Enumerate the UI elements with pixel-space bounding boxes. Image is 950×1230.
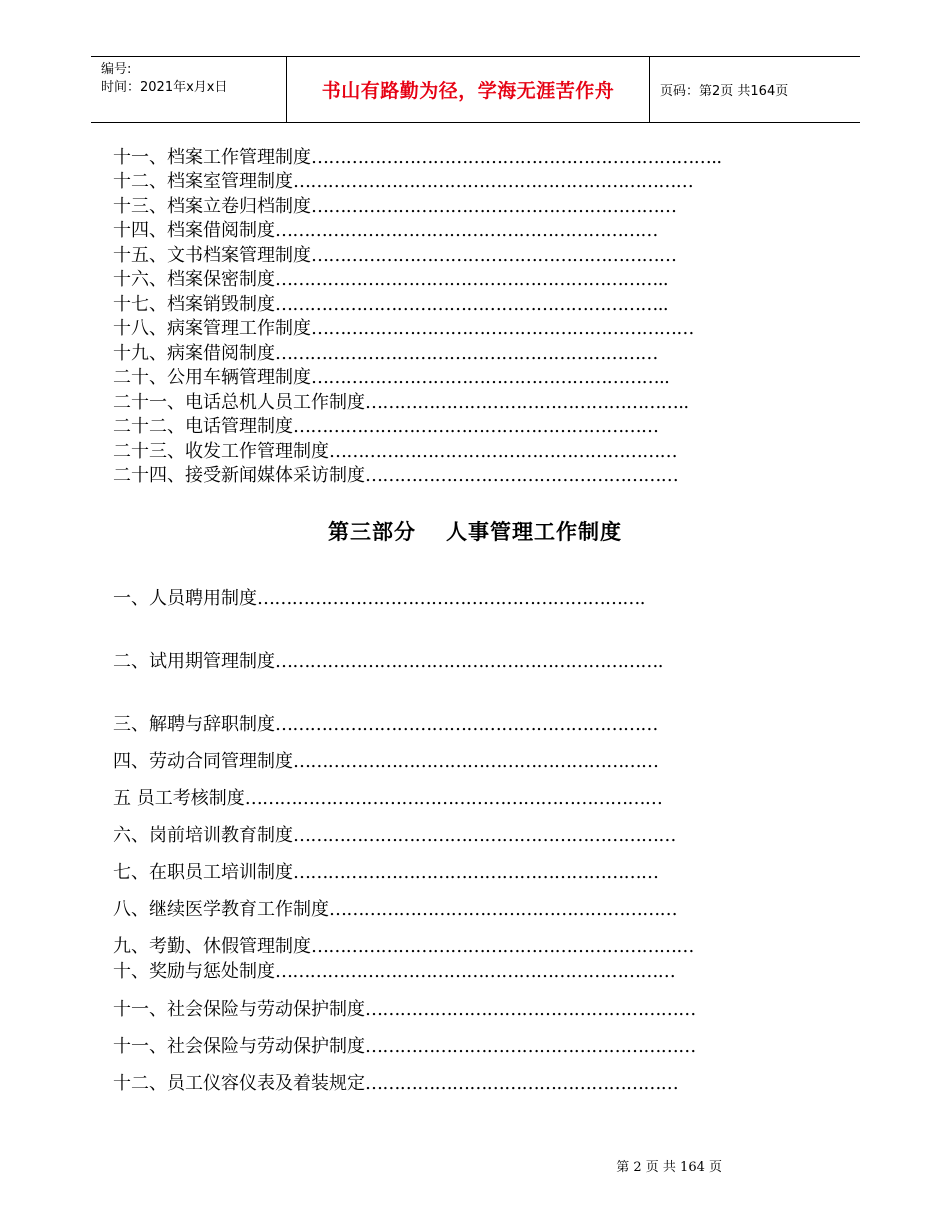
toc-item: [113, 960, 773, 984]
toc-leader: …………………………………………………………..: [275, 294, 669, 315]
page-header: [91, 56, 860, 123]
toc-item: [113, 861, 773, 885]
toc-item: [113, 342, 773, 366]
toc-item: [113, 366, 773, 390]
toc-item: [113, 824, 773, 848]
toc-leader: ………………………………………………: [365, 465, 679, 486]
toc-leader: ………………………………………………..: [365, 392, 689, 413]
section-title-text: 人事管理工作制度: [446, 520, 622, 544]
toc-item-label: 六、岗前培训教育制度: [113, 825, 293, 846]
toc-leader: …………………………………………………………: [293, 825, 676, 846]
toc-item-label: 十、奖励与惩处制度: [113, 961, 275, 982]
toc-item-label: 十二、员工仪容仪表及着装规定: [113, 1073, 365, 1094]
toc-item-label: 二十三、收发工作管理制度: [113, 441, 329, 462]
toc-leader: ………………………………………………………: [293, 416, 659, 437]
toc-leader: ………………………………………………………: [293, 751, 659, 772]
toc-leader: ……………………………………………………………: [275, 961, 676, 982]
toc-item-label: 十一、档案工作管理制度: [113, 147, 311, 168]
toc-item: [113, 317, 773, 341]
toc-leader: ……………………………………………………………..: [311, 147, 722, 168]
toc-leader: …………………………………………………………: [275, 714, 658, 735]
page-footer: 第 2 页 共 164 页: [616, 1160, 722, 1175]
toc-item: [113, 650, 773, 674]
header-meta: [91, 57, 287, 122]
toc-item: [113, 293, 773, 317]
toc-item: [113, 170, 773, 194]
toc-item: [113, 998, 773, 1022]
toc-item-label: 二十、公用车辆管理制度: [113, 367, 311, 388]
header-motto: 书山有路勤为径，学海无涯苦作舟: [287, 57, 650, 122]
toc-item: [113, 713, 773, 737]
toc-item: [113, 464, 773, 488]
toc-leader: …………………………………………………………: [311, 936, 694, 957]
toc-item: [113, 750, 773, 774]
toc-item: [113, 787, 773, 811]
toc-item: [113, 146, 773, 170]
toc-leader: …………………………………………………………: [275, 220, 658, 241]
toc-item-label: 十七、档案销毁制度: [113, 294, 275, 315]
toc-leader: ………………………………………………………………: [244, 788, 663, 809]
document-number-label: 编号:: [101, 62, 132, 77]
toc-item-label: 三、解聘与辞职制度: [113, 714, 275, 735]
toc-item-label: 五 员工考核制度: [113, 788, 245, 809]
toc-item: [113, 1072, 773, 1096]
toc-item: [113, 219, 773, 243]
toc-item: [113, 415, 773, 439]
toc-leader: …………………………………………………: [365, 1036, 696, 1057]
toc-leader: …………………………………………………………: [311, 318, 694, 339]
toc-leader: ……………………………………………………: [329, 899, 678, 920]
toc-item-label: 十三、档案立卷归档制度: [113, 196, 311, 217]
toc-item: [113, 1035, 773, 1059]
document-time-label: 时间：2021年x月x日: [101, 80, 228, 95]
toc-leader: ……………………………………………………: [329, 441, 678, 462]
toc-leader: ……………………………………………………………: [293, 171, 694, 192]
toc-item-label: 二、试用期管理制度: [113, 651, 275, 672]
toc-item-label: 十八、病案管理工作制度: [113, 318, 311, 339]
toc-item-label: 十六、档案保密制度: [113, 269, 275, 290]
toc-item-label: 八、继续医学教育工作制度: [113, 899, 329, 920]
section-heading: [0, 516, 950, 546]
toc-item-label: 二十四、接受新闻媒体采访制度: [113, 465, 365, 486]
toc-item-label: 四、劳动合同管理制度: [113, 751, 293, 772]
toc-leader: ………………………………………………………….: [257, 588, 645, 609]
toc-item: [113, 268, 773, 292]
toc-item-label: 十四、档案借阅制度: [113, 220, 275, 241]
toc-leader: ………………………………………………………: [311, 245, 677, 266]
toc-leader: ………………………………………………: [365, 1073, 679, 1094]
toc-item: [113, 244, 773, 268]
toc-item: [113, 898, 773, 922]
toc-leader: …………………………………………………………: [275, 343, 658, 364]
toc-item-label: 二十二、电话管理制度: [113, 416, 293, 437]
toc-item: [113, 440, 773, 464]
toc-item-label: 七、在职员工培训制度: [113, 862, 293, 883]
section-part: 第三部分: [328, 520, 416, 544]
toc-item: [113, 935, 773, 959]
toc-leader: ……………………………………………………..: [311, 367, 670, 388]
toc-item-label: 二十一、电话总机人员工作制度: [113, 392, 365, 413]
toc-item-label: 十一、社会保险与劳动保护制度: [113, 999, 365, 1020]
toc-item: [113, 391, 773, 415]
toc-leader: …………………………………………………: [365, 999, 696, 1020]
toc-item-label: 十九、病案借阅制度: [113, 343, 275, 364]
toc-item-label: 一、人员聘用制度: [113, 588, 257, 609]
toc-leader: ………………………………………………………: [293, 862, 659, 883]
toc-leader: …………………………………………………………..: [275, 269, 669, 290]
toc-item-label: 十二、档案室管理制度: [113, 171, 293, 192]
toc-item-label: 九、考勤、休假管理制度: [113, 936, 311, 957]
toc-item: [113, 195, 773, 219]
toc-leader: ………………………………………………………….: [275, 651, 663, 672]
toc-item-label: 十一、社会保险与劳动保护制度: [113, 1036, 365, 1057]
toc-leader: ………………………………………………………: [311, 196, 677, 217]
toc-item: [113, 587, 773, 611]
header-page-label: 页码：第2页 共164页: [660, 84, 789, 99]
toc-item-label: 十五、文书档案管理制度: [113, 245, 311, 266]
